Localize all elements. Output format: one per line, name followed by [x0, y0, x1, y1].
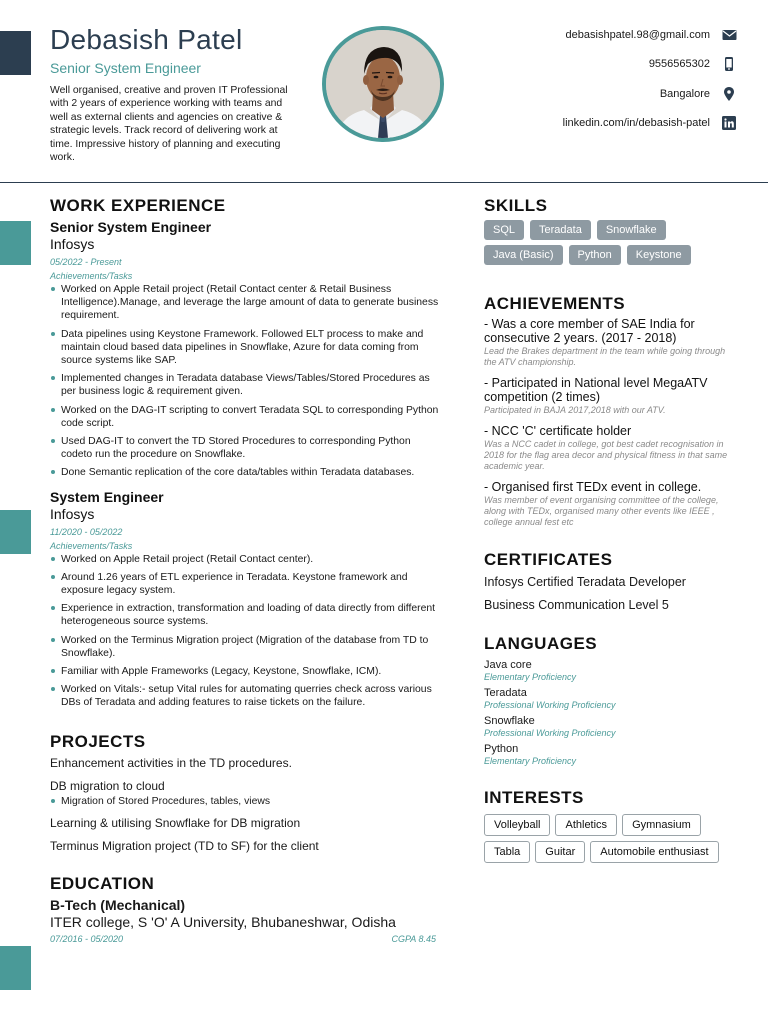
phone-icon [722, 57, 736, 71]
interest-tag: Tabla [484, 841, 530, 863]
task-item: Data pipelines using Keystone Framework. Followed ELT process to make and maintain cloud based data pipelines in Snowflake, Azure for data coming from source systems like SAP. [50, 328, 440, 368]
interest-tags [484, 814, 736, 868]
task-item: Worked on the Terminus Migration project (Migration of the database from TD to Snowflake). [50, 634, 440, 660]
email-icon [722, 28, 736, 42]
language-name: Python [484, 743, 519, 755]
job-entry [50, 489, 440, 710]
project-subtask-list [50, 795, 440, 808]
skill-tag: Keystone [627, 245, 691, 265]
languages-section [484, 634, 736, 766]
language-level: Elementary Proficiency [484, 672, 577, 682]
work-accent-block [0, 221, 31, 265]
contact-linkedin[interactable] [476, 116, 736, 131]
skills-section [484, 196, 736, 270]
task-item: Implemented changes in Teradata database Views/Tables/Stored Procedures as per business logic & requirement given. [50, 372, 440, 398]
education-cgpa: CGPA 8.45 [391, 933, 436, 944]
certificate-item: Business Communication Level 5 [484, 598, 669, 612]
achievements-heading: ACHIEVEMENTS [484, 294, 626, 313]
projects-heading: PROJECTS [50, 731, 146, 751]
achievement-desc: Was member of event organising committee of the college, along with TEDx, organised many other events like IEEE , college annual fest etc [484, 495, 719, 527]
job-dates: 11/2020 - 05/2022 [50, 526, 123, 537]
company-name: Infosys [50, 236, 95, 252]
education-section [50, 874, 440, 944]
achievement-title: - Participated in National level MegaATV competition (2 times) [484, 376, 708, 404]
linkedin-icon [722, 116, 736, 130]
certificate-item: Infosys Certified Teradata Developer [484, 575, 686, 589]
left-column [50, 196, 440, 944]
achievements-section [484, 294, 736, 528]
interest-tag: Athletics [555, 814, 617, 836]
language-name: Snowflake [484, 715, 535, 727]
location-text: Bangalore [659, 87, 710, 100]
language-level: Professional Working Proficiency [484, 728, 616, 738]
achievement-desc: Was a NCC cadet in college, got best cadet recognisation in 2018 for the flag area decor and physical fitness in that same academic year. [484, 439, 728, 471]
profile-photo [322, 26, 444, 142]
education-accent-block [0, 946, 31, 990]
achievement-desc: Lead the Brakes department in the team while going through the ATV championship. [484, 346, 726, 367]
contact-phone[interactable] [476, 57, 736, 72]
candidate-name: Debasish Patel [50, 24, 243, 55]
interests-section [484, 788, 736, 868]
job-title: Senior System Engineer [50, 219, 212, 235]
task-list [50, 553, 440, 710]
job2-accent-block [0, 510, 31, 554]
school-name: ITER college, S 'O' A University, Bhubaneshwar, Odisha [50, 913, 396, 930]
interest-tag: Gymnasium [622, 814, 701, 836]
location-icon [722, 87, 736, 101]
project-item: DB migration to cloud [50, 778, 165, 793]
language-name: Java core [484, 659, 532, 671]
job-dates: 05/2022 - Present [50, 257, 122, 267]
certificates-section [484, 550, 736, 612]
language-level: Professional Working Proficiency [484, 700, 616, 710]
languages-heading: LANGUAGES [484, 634, 598, 653]
interest-tag: Guitar [535, 841, 585, 863]
task-item: Around 1.26 years of ETL experience in Teradata. Keystone framework and exposure legacy system. [50, 571, 440, 597]
tasks-subheading: Achievements/Tasks [50, 271, 133, 281]
education-heading: EDUCATION [50, 873, 155, 893]
job-entry [50, 219, 440, 480]
skills-heading: SKILLS [484, 196, 548, 215]
company-name: Infosys [50, 505, 95, 522]
task-item: Worked on the DAG-IT scripting to convert Teradata SQL to corresponding Python code script. [50, 404, 440, 430]
education-dates: 07/2016 - 05/2020 [50, 933, 124, 944]
candidate-role: Senior System Engineer [50, 60, 201, 76]
task-list [50, 283, 440, 480]
task-item: Experience in extraction, transformation and loading of data directly from different heterogeneous source systems. [50, 602, 440, 628]
tasks-subheading: Achievements/Tasks [50, 540, 133, 551]
projects-section [50, 732, 440, 853]
skill-tags [484, 220, 736, 270]
interest-tag: Volleyball [484, 814, 550, 836]
language-name: Teradata [484, 687, 527, 699]
profile-summary: Well organised, creative and proven IT Professional with 2 years of experience working with teams and well as external clients and agencies on creative & strategic levels. Track record of delivering work at time. Impressive history of planning and executing work. [50, 85, 288, 164]
work-experience-section [50, 196, 440, 710]
skill-tag: Teradata [530, 220, 591, 240]
skill-tag: SQL [484, 220, 524, 240]
task-item: Familiar with Apple Frameworks (Legacy, Keystone, Snowflake, ICM). [50, 665, 440, 678]
achievement-title: - Organised first TEDx event in college. [484, 480, 702, 494]
work-experience-heading: WORK EXPERIENCE [50, 196, 226, 215]
language-level: Elementary Proficiency [484, 756, 577, 766]
resume-header [0, 0, 768, 183]
skill-tag: Snowflake [597, 220, 666, 240]
achievement-title: - Was a core member of SAE India for consecutive 2 years. (2017 - 2018) [484, 317, 695, 345]
contact-info [476, 27, 736, 145]
task-item: Worked on Vitals:- setup Vital rules for automating querries check across various DBs of Teradata and adding features to raise tickets on the failure. [50, 683, 440, 709]
job-title: System Engineer [50, 488, 164, 505]
achievement-desc: Participated in BAJA 2017,2018 with our ATV. [484, 405, 666, 415]
project-item: Enhancement activities in the TD procedures. [50, 755, 292, 770]
skill-tag: Python [569, 245, 621, 265]
achievement-title: - NCC 'C' certificate holder [484, 424, 632, 438]
linkedin-text[interactable]: linkedin.com/in/debasish-patel [562, 117, 710, 129]
email-text[interactable]: debasishpatel.98@gmail.com [565, 28, 710, 41]
education-meta [50, 934, 436, 944]
task-item: Worked on Apple Retail project (Retail Contact center). [50, 553, 440, 566]
task-item: Done Semantic replication of the core data/tables within Teradata databases. [50, 466, 440, 479]
right-column [484, 196, 736, 868]
interests-heading: INTERESTS [484, 788, 584, 807]
project-item: Terminus Migration project (TD to SF) for the client [50, 838, 319, 853]
skill-tag: Java (Basic) [484, 245, 563, 265]
contact-location [476, 86, 736, 101]
task-item: Worked on Apple Retail project (Retail Contact center & Retail Business Intelligence).Manage, and leverage the large amount of data to generate business requirement. [50, 283, 440, 323]
project-item: Learning & utilising Snowflake for DB migration [50, 815, 301, 830]
interest-tag: Automobile enthusiast [590, 841, 718, 863]
certificates-heading: CERTIFICATES [484, 550, 613, 569]
degree: B-Tech (Mechanical) [50, 896, 186, 913]
task-item: Used DAG-IT to convert the TD Stored Procedures to corresponding Python codeto run the procedure on Snowflake. [50, 435, 440, 461]
phone-text[interactable]: 9556565302 [648, 58, 710, 70]
contact-email[interactable] [476, 27, 736, 42]
project-subtask: Migration of Stored Procedures, tables, views [50, 795, 440, 808]
